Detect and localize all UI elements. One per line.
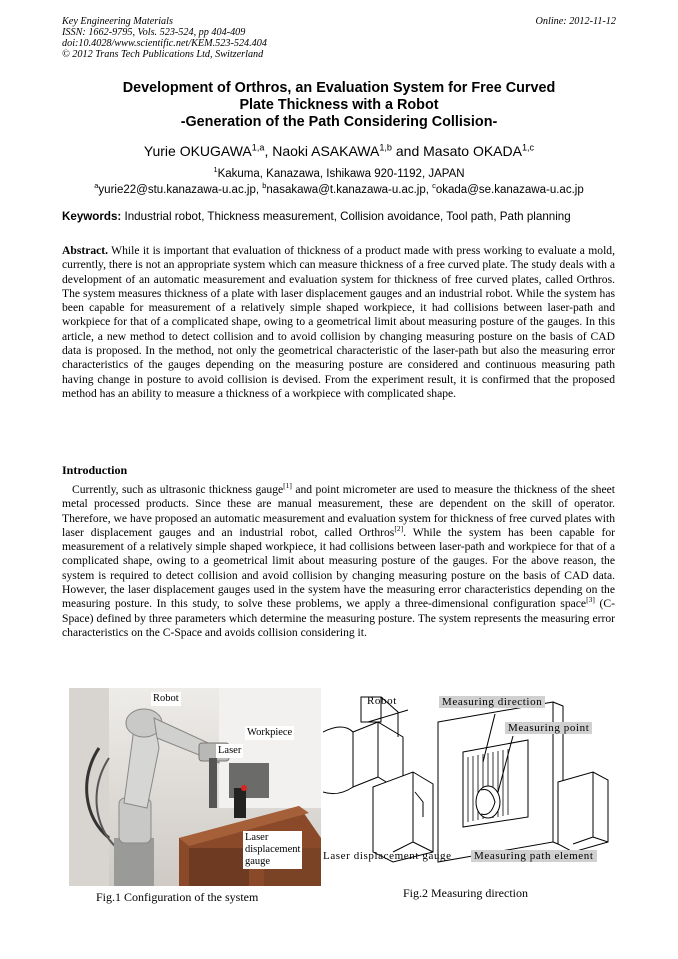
- fig1-label-workpiece: Workpiece: [247, 727, 293, 738]
- journal-name: Key Engineering Materials: [62, 16, 173, 27]
- fig2-label-measuring-direction: Measuring direction: [439, 696, 545, 708]
- abstract-text: While it is important that evaluation of thickness of a product made with press working to evaluate a mold, currently, there is not an appropriate system which can measure thickness of a free curved plate. The study deals with a development of an automatic measurement and evaluation system for thickness of free curved plates, called Orthros. The system measures thickness of a plate with laser displacement gauges and an industrial robot. While the system has been capable for measurement of a relatively simple shaped workpiece, it had collisions between laser-path and workpiece for that of a complicated shape, owing to a geometrical limit about measuring posture of the gauges. In this article, a new method to detect collision and to avoid collision by changing measuring posture on the basis of CAD data is proposed. In the method, not only the geometrical characteristic of the laser-path but also the measuring error characteristics of the gauges depending on the measuring posture are considered and continuous measuring path having change in posture to avoid collision is devised. From the experiment result, it is confirmed that the proposed method has an ability to measure a thickness of a workpiece with complicated shape.: [62, 244, 615, 400]
- author-2-affil: 1,b: [379, 142, 392, 153]
- abstract: [62, 244, 615, 401]
- author-list: [62, 143, 616, 159]
- email-marker-b: b: [262, 181, 267, 191]
- intro-text-3: . While the system has been capable for measurement of a relatively simple shaped workpiece, it had collisions between laser-path and workpiece for that of a complicated shape, owing to a geometrical limit about measuring posture of the gauges. For the above reason, the system is required to detect collision and avoid collision by changing measuring posture on the basis of CAD data. However, the laser displacement gauges used in the system have the measuring error characteristics depending on the measuring posture. In this study, to solve these problems, we apply a three-dimensional configuration space: [62, 525, 615, 611]
- journal-issn: ISSN: 1662-9795, Vols. 523-524, pp 404-409: [62, 27, 246, 38]
- author-1: Yurie OKUGAWA: [143, 143, 252, 159]
- citation-1: [1]: [283, 481, 292, 491]
- affiliation-address-line: [62, 166, 616, 182]
- title-line-1: Development of Orthros, an Evaluation System for Free Curved: [122, 80, 556, 96]
- fig2-label-measuring-point: Measuring point: [505, 722, 592, 734]
- fig1-label-gauge-line-3: gauge: [245, 856, 271, 867]
- author-2: Naoki ASAKAWA: [272, 143, 380, 159]
- abstract-label: Abstract.: [62, 244, 109, 257]
- email-marker-a: a: [94, 181, 99, 191]
- affiliation-address: Kakuma, Kanazawa, Ishikawa 920-1192, JAPAN: [217, 168, 465, 180]
- fig1-label-gauge-line-2: displacement: [245, 844, 301, 855]
- intro-text-4: (C-Space) defined by three parameters which determine the measuring posture. The system represents the measuring error characteristics on the C-Space and avoids collision considering it.: [62, 597, 615, 639]
- fig2-label-laser-gauge: Laser displacement gauge: [323, 850, 452, 862]
- fig2-label-robot: Robot: [367, 695, 397, 707]
- fig1-label-laser: Laser: [218, 745, 242, 756]
- email-b: nasakawa@t.kanazawa-u.ac.jp,: [266, 184, 433, 196]
- keywords-text: Industrial robot, Thickness measurement, Collision avoidance, Tool path, Path planning: [121, 210, 571, 223]
- fig2-label-path-element: Measuring path element: [471, 850, 597, 862]
- affiliation: [62, 166, 616, 198]
- email-c: okada@se.kanazawa-u.ac.jp: [435, 184, 584, 196]
- affil-marker: 1: [213, 165, 218, 175]
- journal-header: [62, 16, 267, 60]
- email-marker-c: c: [432, 181, 436, 191]
- intro-text-1: Currently, such as ultrasonic thickness gauge: [72, 483, 284, 496]
- introduction-text: [62, 483, 615, 640]
- keywords-label: Keywords:: [62, 210, 122, 223]
- keywords: [62, 210, 618, 223]
- email-line: [62, 182, 616, 198]
- online-date: Online: 2012-11-12: [535, 16, 616, 27]
- author-separator: ,: [264, 143, 273, 159]
- author-separator: and: [392, 143, 424, 159]
- email-a: yurie22@stu.kanazawa-u.ac.jp,: [98, 184, 263, 196]
- fig1-label-gauge: [243, 831, 302, 869]
- measuring-direction-diagram: [323, 692, 613, 870]
- figure-2-drawing: [323, 692, 613, 870]
- author-1-affil: 1,a: [251, 142, 265, 153]
- author-3-affil: 1,c: [521, 142, 535, 153]
- citation-2: [2]: [394, 524, 404, 534]
- figure-2-caption: Fig.2 Measuring direction: [403, 886, 528, 900]
- title-line-3: -Generation of the Path Considering Collision-: [180, 114, 498, 130]
- fig1-label-robot: Robot: [153, 693, 179, 704]
- journal-doi: doi:10.4028/www.scientific.net/KEM.523-524.404: [62, 38, 267, 49]
- citation-3: [3]: [586, 595, 595, 605]
- intro-text-2: and point micrometer are used to measure the thickness of the sheet metal processed products. Since these are manual measurement, these are dependent on the skill of operator. Therefore, we have proposed an automatic measurement and evaluation system for thickness of free curved plates with laser displacement gauges and an industrial robot, called Orthros: [62, 483, 615, 539]
- figure-1-caption: Fig.1 Configuration of the system: [96, 890, 259, 904]
- title-line-2: Plate Thickness with a Robot: [239, 97, 439, 113]
- journal-copyright: © 2012 Trans Tech Publications Ltd, Switzerland: [62, 49, 264, 60]
- author-3: Masato OKADA: [423, 143, 522, 159]
- paper-title: [62, 80, 616, 131]
- fig1-label-gauge-line-1: Laser: [245, 832, 269, 843]
- introduction-heading: Introduction: [62, 463, 128, 477]
- figure-1-photo: [69, 688, 321, 886]
